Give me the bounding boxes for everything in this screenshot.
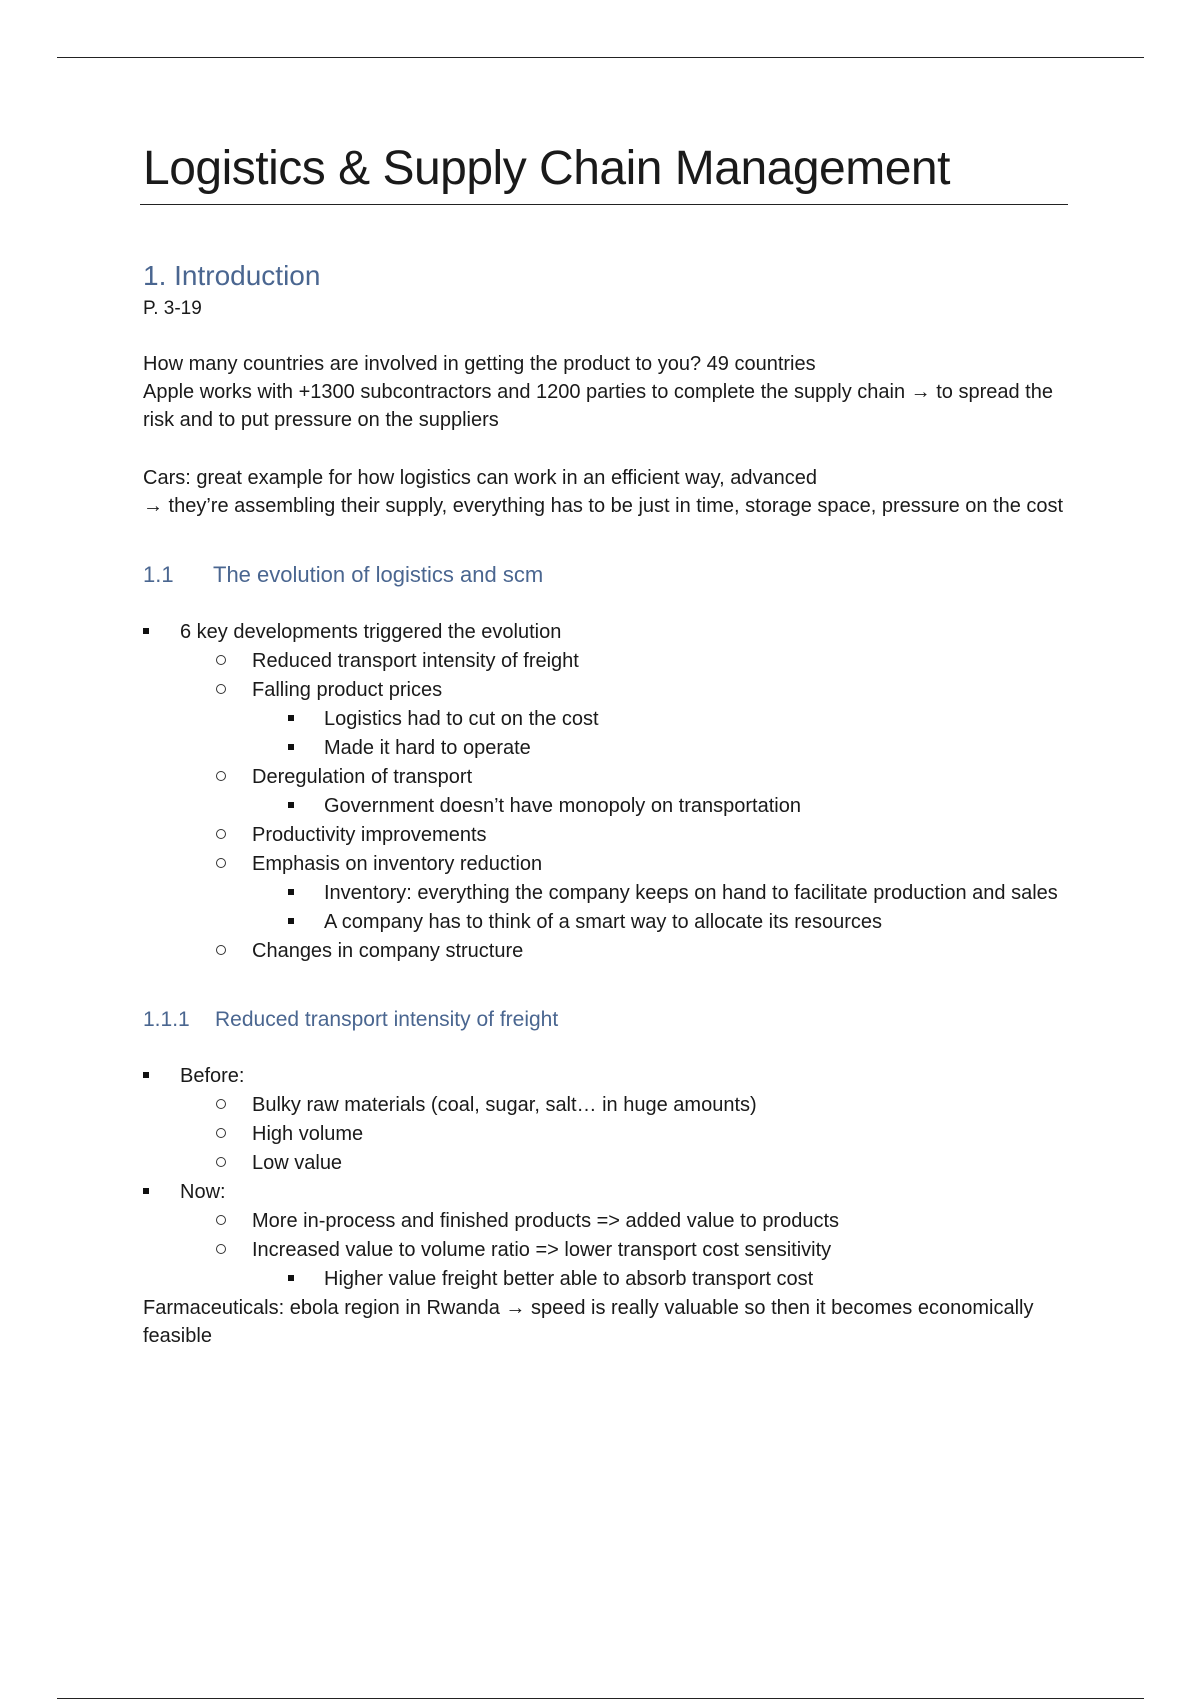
footer-rule bbox=[57, 1698, 1144, 1699]
list-item-text: Now: bbox=[180, 1181, 226, 1204]
square-bullet-icon bbox=[288, 705, 294, 734]
list-item-text: Low value bbox=[252, 1152, 343, 1175]
square-bullet-icon bbox=[288, 908, 294, 937]
list-item bbox=[143, 1178, 1068, 1294]
circle-bullet-icon bbox=[216, 647, 226, 676]
page-title: Logistics & Supply Chain Management bbox=[140, 140, 1068, 205]
paragraph-line: Apple works with +1300 subcontractors and 1200 parties to complete the supply chain → to spread the risk and to put pressure on the suppliers bbox=[143, 381, 1053, 432]
circle-bullet-icon bbox=[216, 676, 226, 705]
document-page bbox=[143, 140, 1068, 1350]
subsection-heading-evolution bbox=[143, 562, 1068, 588]
list-item bbox=[288, 792, 1068, 821]
paragraph-line: → they’re assembling their supply, everything has to be just in time, storage space, pressure on the cost bbox=[143, 495, 1064, 518]
sub-sub-list bbox=[252, 792, 1068, 821]
list-item-text: Deregulation of transport bbox=[252, 766, 473, 789]
sub-sub-list bbox=[252, 705, 1068, 763]
section-number: 1.1 bbox=[143, 562, 174, 588]
list-item bbox=[216, 1236, 1068, 1294]
paragraph-line: How many countries are involved in getting the product to you? 49 countries bbox=[143, 353, 816, 376]
section-heading-introduction: 1. Introduction bbox=[143, 259, 321, 291]
evolution-list bbox=[143, 618, 1068, 966]
list-item-text: Inventory: everything the company keeps on hand to facilitate production and sales bbox=[324, 882, 1058, 905]
list-item-text: Changes in company structure bbox=[252, 940, 524, 963]
square-bullet-icon bbox=[288, 1265, 294, 1294]
circle-bullet-icon bbox=[216, 937, 226, 966]
list-item-text: Higher value freight better able to absorb transport cost bbox=[324, 1268, 814, 1291]
paragraph-line: Cars: great example for how logistics can work in an efficient way, advanced bbox=[143, 467, 818, 490]
list-item-text: Productivity improvements bbox=[252, 824, 487, 847]
square-bullet-icon bbox=[288, 792, 294, 821]
square-bullet-icon bbox=[143, 618, 149, 647]
circle-bullet-icon bbox=[216, 1120, 226, 1149]
intro-paragraph-2 bbox=[143, 464, 1068, 520]
list-item-text: Increased value to volume ratio => lower transport cost sensitivity bbox=[252, 1239, 832, 1262]
square-bullet-icon bbox=[288, 879, 294, 908]
circle-bullet-icon bbox=[216, 1091, 226, 1120]
list-item bbox=[216, 1120, 1068, 1149]
list-item-text: High volume bbox=[252, 1123, 364, 1146]
list-item-text: Emphasis on inventory reduction bbox=[252, 853, 543, 876]
circle-bullet-icon bbox=[216, 763, 226, 792]
list-item bbox=[288, 734, 1068, 763]
list-item bbox=[288, 879, 1068, 908]
list-item bbox=[216, 1207, 1068, 1236]
list-item bbox=[216, 647, 1068, 676]
sub-sub-list bbox=[252, 879, 1068, 937]
list-item bbox=[288, 908, 1068, 937]
square-bullet-icon bbox=[143, 1062, 149, 1091]
subsection-heading-reduced-transport bbox=[143, 1008, 1068, 1032]
list-item-text: Made it hard to operate bbox=[324, 737, 531, 760]
section-title: The evolution of logistics and scm bbox=[213, 562, 544, 588]
circle-bullet-icon bbox=[216, 1149, 226, 1178]
square-bullet-icon bbox=[288, 734, 294, 763]
list-item bbox=[216, 850, 1068, 937]
list-item-text: Falling product prices bbox=[252, 679, 443, 702]
section-title: Reduced transport intensity of freight bbox=[215, 1008, 559, 1032]
list-item-text: Reduced transport intensity of freight bbox=[252, 650, 579, 673]
list-item bbox=[143, 618, 1068, 966]
list-item bbox=[216, 763, 1068, 821]
intro-paragraph-1 bbox=[143, 350, 1068, 434]
list-item bbox=[216, 1091, 1068, 1120]
sub-list bbox=[180, 1207, 1068, 1294]
list-item bbox=[288, 705, 1068, 734]
circle-bullet-icon bbox=[216, 1236, 226, 1265]
list-item-text: Government doesn’t have monopoly on transportation bbox=[324, 795, 801, 818]
list-item bbox=[143, 1062, 1068, 1178]
list-item-text: A company has to think of a smart way to allocate its resources bbox=[324, 911, 883, 934]
header-rule bbox=[57, 57, 1144, 58]
page-reference: P. 3-19 bbox=[143, 298, 202, 320]
list-item-text: Before: bbox=[180, 1065, 245, 1088]
circle-bullet-icon bbox=[216, 850, 226, 879]
list-item bbox=[288, 1265, 1068, 1294]
section-number: 1.1.1 bbox=[143, 1008, 190, 1032]
list-item bbox=[216, 1149, 1068, 1178]
list-item bbox=[216, 821, 1068, 850]
sub-list bbox=[180, 647, 1068, 966]
circle-bullet-icon bbox=[216, 1207, 226, 1236]
list-item-text: Bulky raw materials (coal, sugar, salt… in huge amounts) bbox=[252, 1094, 757, 1117]
sub-list bbox=[180, 1091, 1068, 1178]
closing-paragraph: Farmaceuticals: ebola region in Rwanda → speed is really valuable so then it becomes economically feasible bbox=[143, 1297, 1034, 1348]
circle-bullet-icon bbox=[216, 821, 226, 850]
list-item-text: More in-process and finished products => added value to products bbox=[252, 1210, 840, 1233]
transport-list bbox=[143, 1062, 1068, 1294]
list-item bbox=[216, 937, 1068, 966]
list-item-text: Logistics had to cut on the cost bbox=[324, 708, 599, 731]
list-item-text: 6 key developments triggered the evolution bbox=[180, 621, 562, 644]
sub-sub-list bbox=[252, 1265, 1068, 1294]
list-item bbox=[216, 676, 1068, 763]
square-bullet-icon bbox=[143, 1178, 149, 1207]
